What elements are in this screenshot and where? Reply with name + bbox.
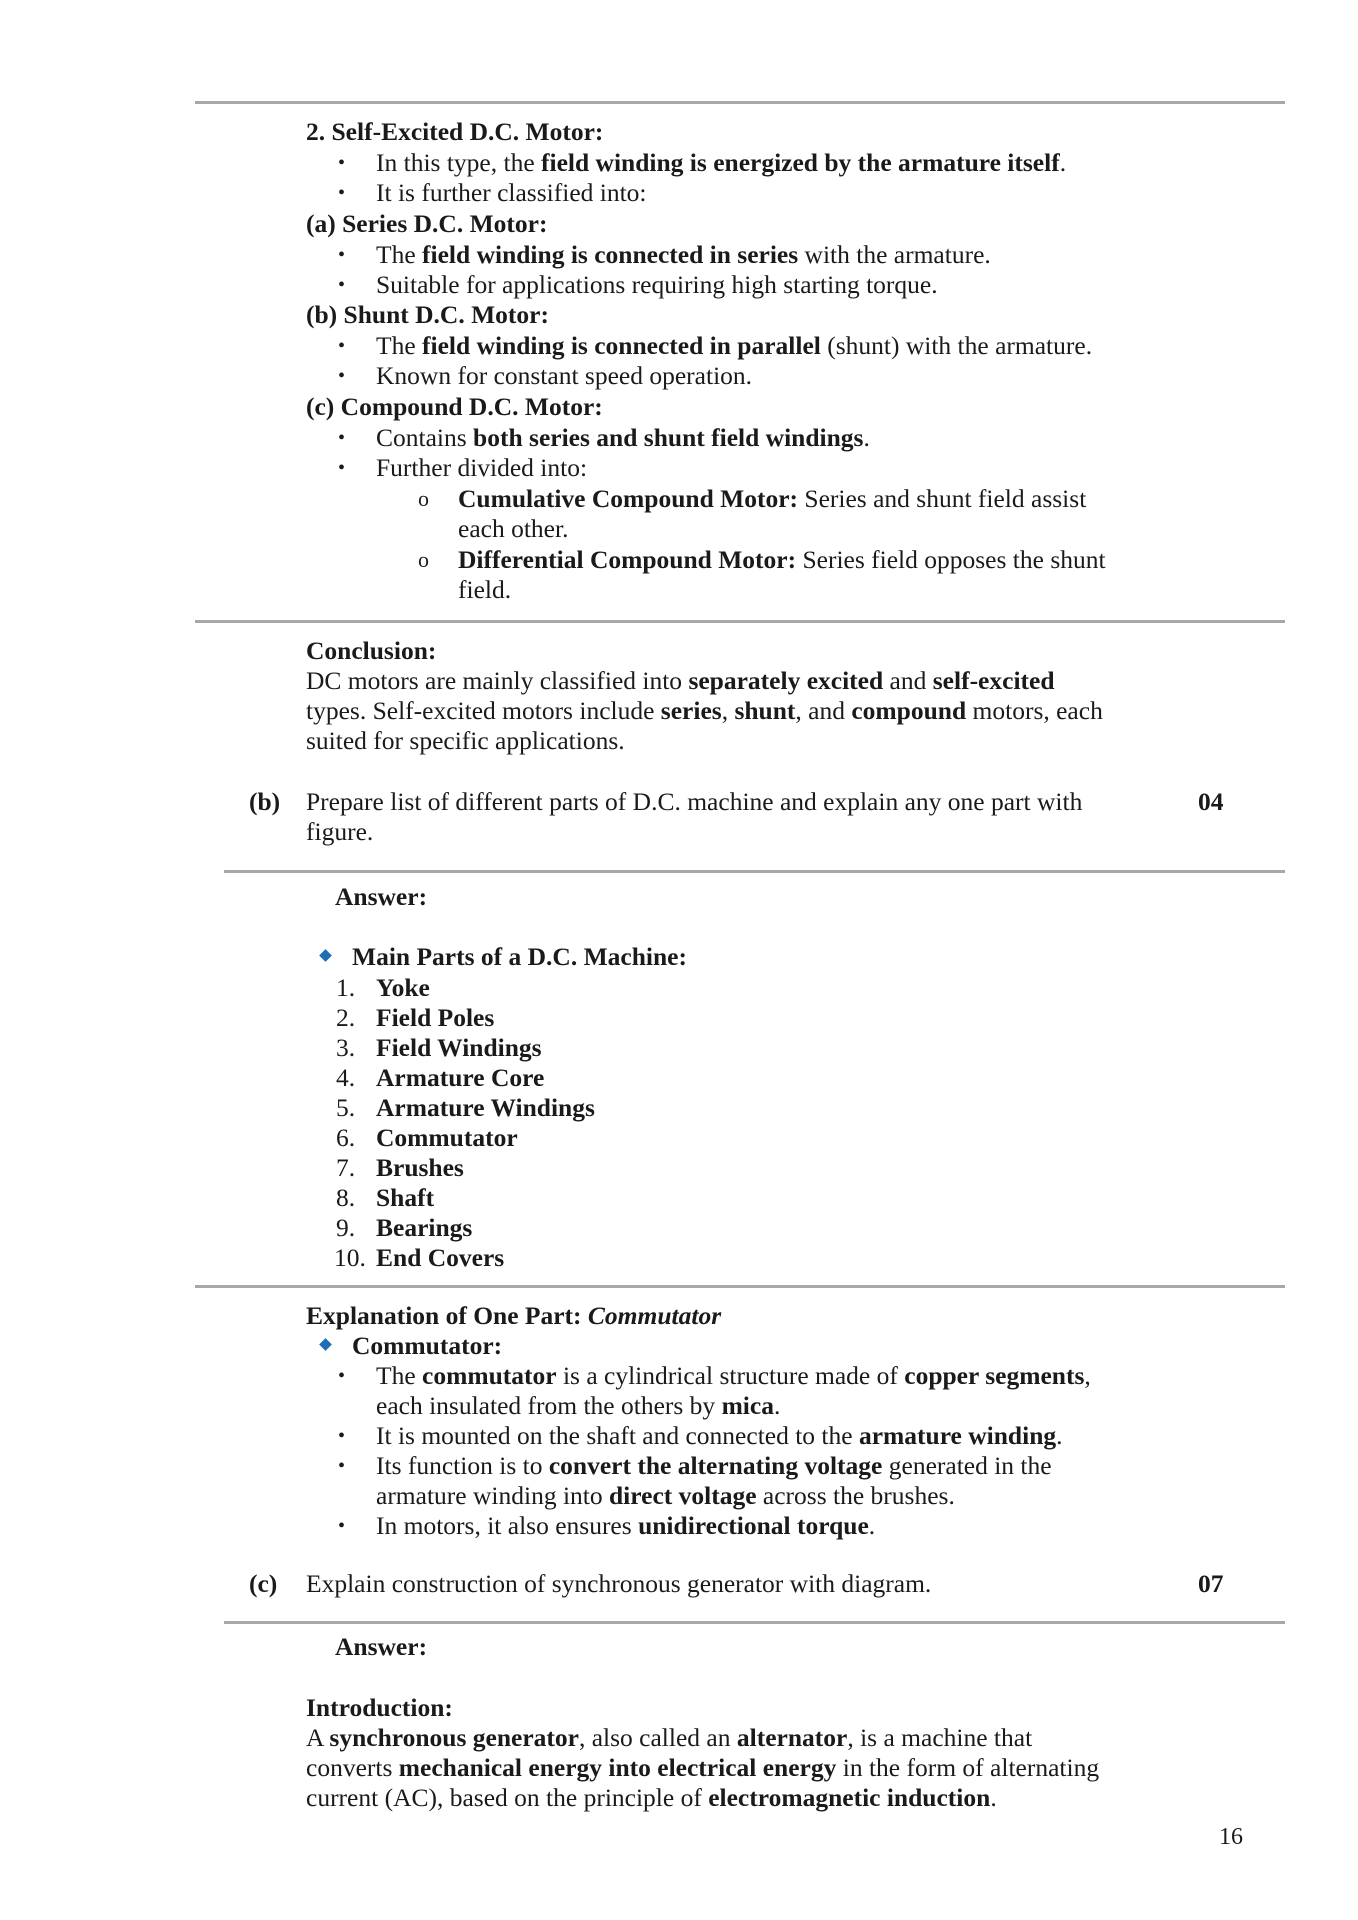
list-item: Brushes [376, 1153, 464, 1182]
list-item-number: 5. [336, 1093, 356, 1122]
cumulative-compound-line-1: Cumulative Compound Motor: Series and shunt field assist [458, 484, 1087, 513]
main-parts-heading: Main Parts of a D.C. Machine: [352, 942, 687, 971]
answer-b-label: Answer: [335, 882, 428, 911]
commutator-heading: Commutator: [352, 1331, 503, 1360]
commutator-bullet-1-line-2: each insulated from the others by mica. [376, 1391, 781, 1420]
question-c-text: Explain construction of synchronous generator with diagram. [306, 1569, 932, 1598]
shunt-bullet-2: Known for constant speed operation. [376, 361, 753, 390]
list-item: Shaft [376, 1183, 435, 1212]
list-item: Commutator [376, 1123, 518, 1152]
series-bullet-2: Suitable for applications requiring high starting torque. [376, 270, 938, 299]
list-item: Field Windings [376, 1033, 542, 1062]
bullet-dot: • [338, 244, 346, 266]
list-item-number: 9. [336, 1213, 356, 1242]
conclusion-heading: Conclusion: [306, 636, 437, 665]
question-b-label: (b) [249, 787, 281, 816]
diamond-bullet-icon [319, 1338, 332, 1351]
commutator-bullet-4: In motors, it also ensures unidirectional torque. [376, 1511, 876, 1540]
bullet-dot: • [338, 182, 346, 204]
bullet-dot: • [338, 274, 346, 296]
self-excited-heading: 2. Self-Excited D.C. Motor: [306, 117, 604, 146]
rule-after-question-b [224, 870, 1285, 873]
bullet-dot: • [338, 1455, 346, 1477]
bullet-dot: • [338, 1515, 346, 1537]
commutator-bullet-2: It is mounted on the shaft and connected to the armature winding. [376, 1421, 1063, 1450]
bullet-dot: • [338, 1365, 346, 1387]
answer-c-label: Answer: [335, 1632, 428, 1661]
compound-bullet-2: Further divided into: [376, 453, 588, 482]
introduction-line-3: current (AC), based on the principle of electromagnetic induction. [306, 1783, 997, 1812]
bullet-dot: • [338, 152, 346, 174]
cumulative-compound-line-2: each other. [458, 514, 569, 543]
shunt-bullet-1: The field winding is connected in parallel (shunt) with the armature. [376, 331, 1093, 360]
bullet-dot: • [338, 427, 346, 449]
shunt-motor-heading: (b) Shunt D.C. Motor: [306, 300, 549, 329]
rule-after-motors [195, 620, 1285, 623]
commutator-bullet-3-line-2: armature winding into direct voltage across the brushes. [376, 1481, 955, 1510]
rule-top [195, 101, 1285, 104]
list-item: Bearings [376, 1213, 473, 1242]
bullet-dot: • [338, 365, 346, 387]
bullet-dot: • [338, 335, 346, 357]
list-item: Field Poles [376, 1003, 495, 1032]
list-item: Armature Windings [376, 1093, 595, 1122]
self-excited-bullet-1: In this type, the field winding is energized by the armature itself. [376, 148, 1067, 177]
list-item-number: 10. [334, 1243, 366, 1272]
list-item: Yoke [376, 973, 430, 1002]
introduction-line-1: A synchronous generator, also called an alternator, is a machine that [306, 1723, 1033, 1752]
list-item: Armature Core [376, 1063, 545, 1092]
series-motor-heading: (a) Series D.C. Motor: [306, 209, 548, 238]
list-item-number: 2. [336, 1003, 356, 1032]
question-c-label: (c) [249, 1569, 278, 1598]
sub-bullet-circle: o [418, 547, 429, 572]
rule-after-parts-list [195, 1285, 1285, 1288]
conclusion-line-1: DC motors are mainly classified into separately excited and self-excited [306, 666, 1055, 695]
sub-bullet-circle: o [418, 486, 429, 511]
bullet-dot: • [338, 457, 346, 479]
question-b-text-line-2: figure. [306, 817, 374, 846]
list-item-number: 4. [336, 1063, 356, 1092]
commutator-bullet-3-line-1: Its function is to convert the alternating voltage generated in the [376, 1451, 1052, 1480]
question-b-text-line-1: Prepare list of different parts of D.C. machine and explain any one part with [306, 787, 1083, 816]
diamond-bullet-icon [319, 949, 332, 962]
list-item-number: 1. [336, 973, 356, 1002]
list-item-number: 7. [336, 1153, 356, 1182]
introduction-line-2: converts mechanical energy into electrical energy in the form of alternating [306, 1753, 1100, 1782]
bullet-dot: • [338, 1425, 346, 1447]
compound-bullet-1: Contains both series and shunt field windings. [376, 423, 870, 452]
introduction-heading: Introduction: [306, 1693, 453, 1722]
conclusion-line-3: suited for specific applications. [306, 726, 625, 755]
differential-compound-line-2: field. [458, 575, 512, 604]
conclusion-line-2: types. Self-excited motors include series, shunt, and compound motors, each [306, 696, 1103, 725]
question-c-marks: 07 [1198, 1569, 1224, 1598]
page-number: 16 [1219, 1824, 1243, 1850]
list-item: End Covers [376, 1243, 505, 1272]
list-item-number: 6. [336, 1123, 356, 1152]
compound-motor-heading: (c) Compound D.C. Motor: [306, 392, 603, 421]
question-b-marks: 04 [1198, 787, 1224, 816]
list-item-number: 3. [336, 1033, 356, 1062]
series-bullet-1: The field winding is connected in series with the armature. [376, 240, 991, 269]
commutator-bullet-1-line-1: The commutator is a cylindrical structure made of copper segments, [376, 1361, 1091, 1390]
self-excited-bullet-2: It is further classified into: [376, 178, 647, 207]
explanation-heading: Explanation of One Part: Commutator [306, 1301, 722, 1330]
rule-after-question-c [224, 1621, 1285, 1624]
list-item-number: 8. [336, 1183, 356, 1212]
differential-compound-line-1: Differential Compound Motor: Series field opposes the shunt [458, 545, 1106, 574]
